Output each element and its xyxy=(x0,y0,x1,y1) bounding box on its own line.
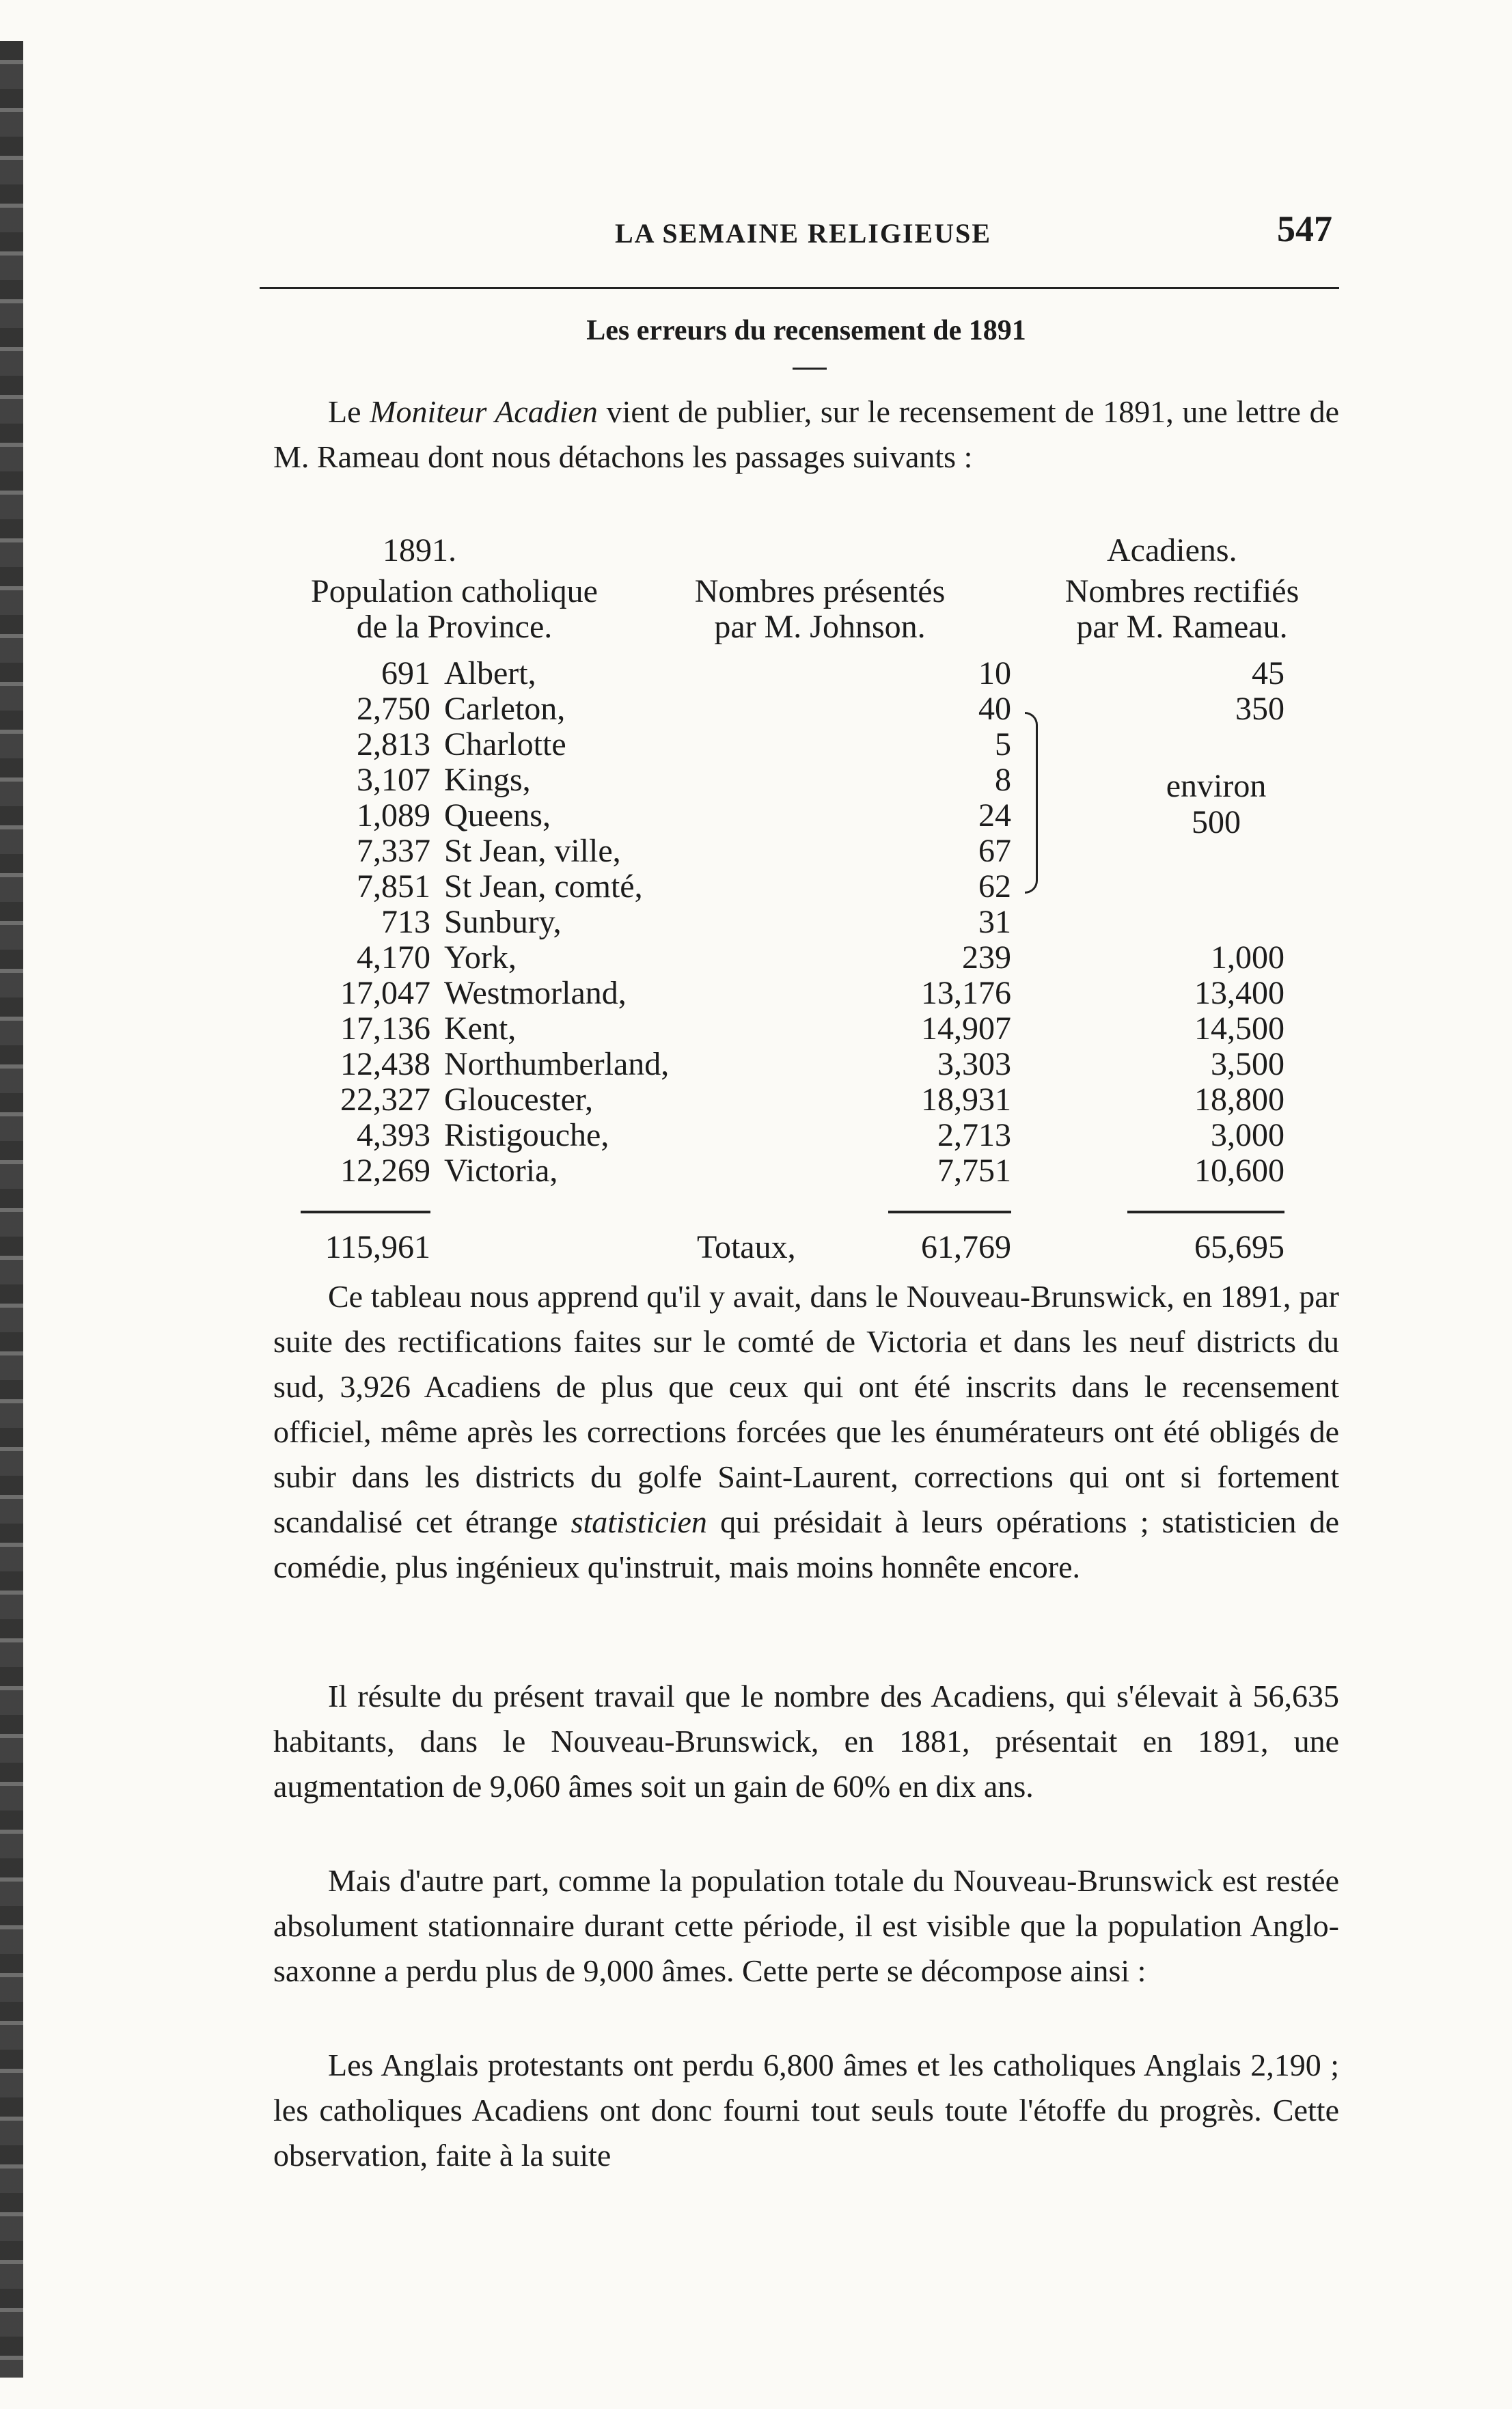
population-cell: 691 xyxy=(381,655,430,691)
population-cell: 2,750 xyxy=(357,691,430,727)
header-rule xyxy=(260,287,1339,289)
presented-number: 13,176 xyxy=(921,975,1011,1011)
county-name: Albert, xyxy=(444,655,536,691)
presented-number: 31 xyxy=(978,904,1011,940)
grouping-brace xyxy=(1025,712,1038,894)
presented-number: 2,713 xyxy=(937,1117,1011,1153)
county-name: York, xyxy=(444,939,517,976)
table-row xyxy=(273,727,1339,762)
running-header xyxy=(273,205,1339,266)
total-rule-3 xyxy=(1127,1211,1284,1213)
col1-line1: Population catholique xyxy=(311,573,598,609)
col3-line2: par M. Rameau. xyxy=(1076,609,1288,645)
rectified-number: 45 xyxy=(1252,655,1284,691)
presented-number: 40 xyxy=(978,691,1011,727)
total-rule-1 xyxy=(301,1211,430,1213)
newspaper-title: Moniteur Acadien xyxy=(370,394,598,429)
table-row xyxy=(273,940,1339,976)
county-name: Carleton, xyxy=(444,691,566,727)
presented-number: 7,751 xyxy=(937,1153,1011,1189)
presented-number: 14,907 xyxy=(921,1010,1011,1047)
total-rectified: 65,695 xyxy=(1194,1229,1284,1265)
table-row xyxy=(273,656,1339,691)
col2-line2: par M. Johnson. xyxy=(714,609,926,645)
presented-number: 18,931 xyxy=(921,1082,1011,1118)
intro-text: vient de publier, sur le recensement de 1891, une lettre de M. Rameau dont nous détachons les passages suivants : xyxy=(273,394,1339,474)
county-name: Kent, xyxy=(444,1010,517,1047)
population-cell: 4,393 xyxy=(357,1117,430,1153)
table-row xyxy=(273,869,1339,905)
rectified-number: 3,500 xyxy=(1211,1046,1284,1082)
paragraph-3 xyxy=(273,1858,1339,1994)
intro-paragraph xyxy=(273,389,1339,480)
county-name: St Jean, comté, xyxy=(444,868,643,905)
table-row xyxy=(273,1011,1339,1047)
col-rectified-header xyxy=(1025,574,1339,645)
population-cell: 17,136 xyxy=(340,1010,430,1047)
population-cell: 1,089 xyxy=(357,797,430,834)
page-number: 547 xyxy=(1277,208,1332,249)
table-row xyxy=(273,1082,1339,1118)
col2-line1: Nombres présentés xyxy=(694,573,946,609)
col-presented-header xyxy=(656,574,984,645)
table-row xyxy=(273,1153,1339,1189)
population-cell: 2,813 xyxy=(357,726,430,762)
presented-number: 3,303 xyxy=(937,1046,1011,1082)
running-title: LA SEMAINE RELIGIEUSE xyxy=(615,218,992,249)
rectified-number: 14,500 xyxy=(1194,1010,1284,1047)
environ-label: environ xyxy=(1166,768,1267,804)
county-name: Kings, xyxy=(444,762,531,798)
intro-lead: Le xyxy=(328,394,361,429)
paragraph-1-italic: statisticien xyxy=(571,1504,707,1539)
table-acadiens: Acadiens. xyxy=(1107,532,1237,568)
population-cell: 7,337 xyxy=(357,833,430,869)
table-rows xyxy=(273,656,1339,1202)
paragraph-3-text: Mais d'autre part, comme la population totale du Nouveau-Brunswick est restée absolument stationnaire durant cette période, il est visible que la population Anglo-saxonne a perdu plus de 9,000 âmes. Cette perte se décompose ainsi : xyxy=(273,1863,1339,1988)
presented-number: 5 xyxy=(995,726,1011,762)
paragraph-2-text: Il résulte du présent travail que le nombre des Acadiens, qui s'élevait à 56,635 habitants, dans le Nouveau-Brunswick, en 1881, présentait en 1891, une augmentation de 9,060 âmes soit un gain de 60% en dix ans. xyxy=(273,1679,1339,1804)
county-name: St Jean, ville, xyxy=(444,833,621,869)
rectified-number: 10,600 xyxy=(1194,1153,1284,1189)
population-cell: 12,269 xyxy=(340,1153,430,1189)
county-name: Gloucester, xyxy=(444,1082,593,1118)
rectified-number: 1,000 xyxy=(1211,939,1284,976)
page xyxy=(273,205,1339,2268)
col1-line2: de la Province. xyxy=(356,609,553,645)
paragraph-4-text: Les Anglais protestants ont perdu 6,800 âmes et les catholiques Anglais 2,190 ; les catholiques Acadiens ont donc fourni tout seuls toute l'étoffe du progrès. Cette observation, faite à la suite xyxy=(273,2048,1339,2173)
rectified-number: 3,000 xyxy=(1211,1117,1284,1153)
county-name: Westmorland, xyxy=(444,975,627,1011)
table-row xyxy=(273,691,1339,727)
title-dash xyxy=(793,368,827,370)
presented-number: 62 xyxy=(978,868,1011,905)
col3-line1: Nombres rectifiés xyxy=(1064,573,1300,609)
population-cell: 4,170 xyxy=(357,939,430,976)
paragraph-1-text-end: qui présidait à leurs opérations ; statisticien de comédie, plus ingénieux qu'instruit, mais moins honnête encore. xyxy=(273,1504,1340,1584)
population-cell: 17,047 xyxy=(340,975,430,1011)
total-rule-2 xyxy=(888,1211,1011,1213)
county-name: Victoria, xyxy=(444,1153,558,1189)
paragraph-4 xyxy=(273,2043,1339,2178)
county-name: Sunbury, xyxy=(444,904,562,940)
paragraph-1 xyxy=(273,1274,1339,1590)
rectified-number: 350 xyxy=(1235,691,1284,727)
table-row xyxy=(273,1118,1339,1153)
paragraph-1-text: Ce tableau nous apprend qu'il y avait, dans le Nouveau-Brunswick, en 1891, par suite des rectifications faites sur le comté de Victoria et dans les neuf districts du sud, 3,926 Acadiens de plus que ceux qui ont été inscrits dans le recensement officiel, même après les corrections forcées que les énumérateurs ont été obligés de subir dans les districts du golfe Saint-Laurent, corrections qui ont si fortement scandalisé cet étrange xyxy=(273,1279,1339,1539)
population-cell: 22,327 xyxy=(340,1082,430,1118)
county-name: Northumberland, xyxy=(444,1046,670,1082)
rectified-number: 13,400 xyxy=(1194,975,1284,1011)
total-population: 115,961 xyxy=(325,1229,430,1265)
population-cell: 713 xyxy=(381,904,430,940)
presented-number: 8 xyxy=(995,762,1011,798)
county-name: Ristigouche, xyxy=(444,1117,609,1153)
population-cell: 7,851 xyxy=(357,868,430,905)
col-population-header xyxy=(253,574,656,645)
environ-value: 500 xyxy=(1192,804,1241,840)
county-name: Charlotte xyxy=(444,726,566,762)
population-cell: 3,107 xyxy=(357,762,430,798)
county-name: Queens, xyxy=(444,797,551,834)
presented-number: 239 xyxy=(962,939,1011,976)
table-row xyxy=(273,1047,1339,1082)
total-presented: 61,769 xyxy=(921,1229,1011,1265)
presented-number: 24 xyxy=(978,797,1011,834)
section-title: Les erreurs du recensement de 1891 xyxy=(586,315,1026,346)
scan-edge xyxy=(0,41,23,2378)
paragraph-2 xyxy=(273,1674,1339,1809)
presented-number: 10 xyxy=(978,655,1011,691)
table-row xyxy=(273,976,1339,1011)
population-cell: 12,438 xyxy=(340,1046,430,1082)
table-row xyxy=(273,905,1339,940)
table-year: 1891. xyxy=(383,532,456,568)
totals-label: Totaux, xyxy=(697,1229,796,1265)
presented-number: 67 xyxy=(978,833,1011,869)
census-table xyxy=(273,533,1339,1216)
rectified-number: 18,800 xyxy=(1194,1082,1284,1118)
